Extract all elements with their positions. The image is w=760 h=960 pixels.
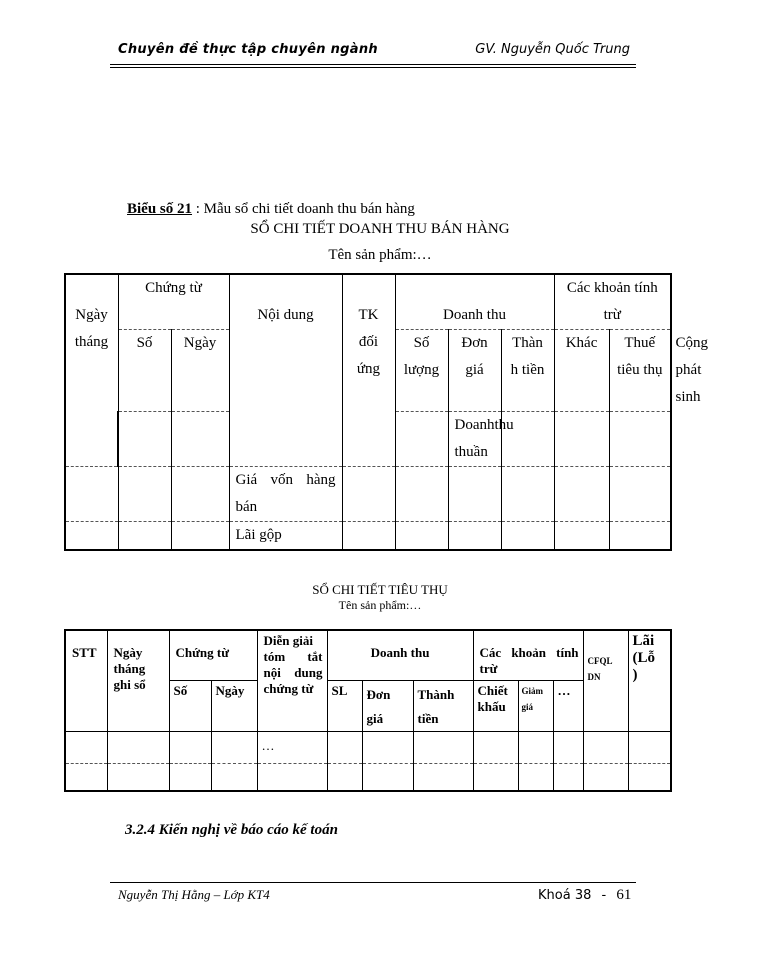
- table-row: [65, 731, 671, 763]
- figure-caption: [127, 201, 415, 218]
- table-row: [65, 522, 671, 551]
- header-tk-doi-ung: TK đối ứng: [342, 274, 395, 467]
- table-row: [65, 763, 671, 791]
- header-don-gia: Đơn giá: [448, 330, 501, 412]
- header-so: Số: [169, 680, 211, 731]
- footer-page-info: [538, 887, 631, 904]
- sales-detail-table: [64, 629, 672, 792]
- row-ellipsis: …: [257, 731, 327, 763]
- header-stt: STT: [65, 630, 107, 731]
- table2-subtitle: Tên sản phẩm:…: [338, 598, 422, 612]
- header-ellipsis: …: [553, 680, 583, 731]
- header-ngay-thang: Ngày tháng: [65, 274, 118, 467]
- table1-subtitle: Tên sản phẩm:…: [328, 247, 432, 263]
- row-label-doanh-thu-thuan: Doanh thu thuần: [448, 412, 501, 467]
- header-so: Số: [118, 330, 171, 412]
- revenue-detail-table: [64, 273, 709, 551]
- header-thanh-tien: Thành tiền: [413, 680, 473, 731]
- header-thue-tieu-thu: Thuế tiêu thụ: [609, 330, 671, 412]
- header-doanh-thu: Doanh thu: [327, 630, 473, 680]
- header-chung-tu: Chứng từ: [118, 274, 229, 330]
- footer-separator: -: [601, 888, 607, 903]
- header-right-instructor: GV. Nguyễn Quốc Trung: [475, 42, 630, 57]
- header-khac: Khác: [554, 330, 609, 412]
- header-rule-2: [110, 67, 636, 68]
- header-cac-khoan-tinh-tru: Các khoản tính trừ: [473, 630, 583, 680]
- header-dien-giai: Diễn giải tóm tắt nội dung chứng từ: [257, 630, 327, 731]
- header-left-title: Chuyên đề thực tập chuyên ngành: [118, 42, 378, 57]
- footer-author: Nguyễn Thị Hằng – Lớp KT4: [118, 887, 270, 902]
- header-lai-lo: Lãi (Lỗ ): [628, 630, 671, 731]
- header-giam-gia: Giảm giá: [518, 680, 553, 731]
- row-label-gia-von-hang-ban: Giá vốn hàng bán: [229, 467, 342, 522]
- header-noi-dung: Nội dung: [229, 274, 342, 467]
- page-number: 61: [616, 887, 632, 903]
- header-sl: SL: [327, 680, 362, 731]
- header-doanh-thu: Doanh thu: [395, 274, 554, 330]
- table1-title: SỔ CHI TIẾT DOANH THU BÁN HÀNG: [250, 221, 510, 237]
- table-row: [65, 467, 671, 522]
- header-rule: [110, 64, 636, 65]
- section-heading: 3.2.4 Kiến nghị về báo cáo kế toán: [125, 822, 338, 838]
- header-ngay: Ngày: [211, 680, 257, 731]
- footer-cohort: Khoá 38: [538, 888, 592, 903]
- table-row: Cộng phát sinh: [675, 335, 709, 405]
- header-cac-khoan-tinh-tru: Các khoản tính trừ: [554, 274, 671, 330]
- caption-label: Biểu số 21: [127, 201, 193, 217]
- header-thanh-tien: Thàn h tiền: [501, 330, 554, 412]
- header-don-gia: Đơn giá: [362, 680, 413, 731]
- header-ngay: Ngày: [171, 330, 229, 412]
- header-chiet-khau: Chiết khấu: [473, 680, 518, 731]
- header-ngay-thang-ghi-so: Ngày tháng ghi sổ: [107, 630, 169, 731]
- table2-title: SỔ CHI TIẾT TIÊU THỤ: [312, 582, 448, 597]
- footer-rule: [110, 882, 636, 883]
- row-label-lai-gop: Lãi gộp: [229, 522, 342, 551]
- header-so-luong: Số lượng: [395, 330, 448, 412]
- header-cfql-dn: CFQL DN: [583, 630, 628, 731]
- header-chung-tu: Chứng từ: [169, 630, 257, 680]
- caption-text: : Mẫu sổ chi tiết doanh thu bán hàng: [195, 201, 415, 217]
